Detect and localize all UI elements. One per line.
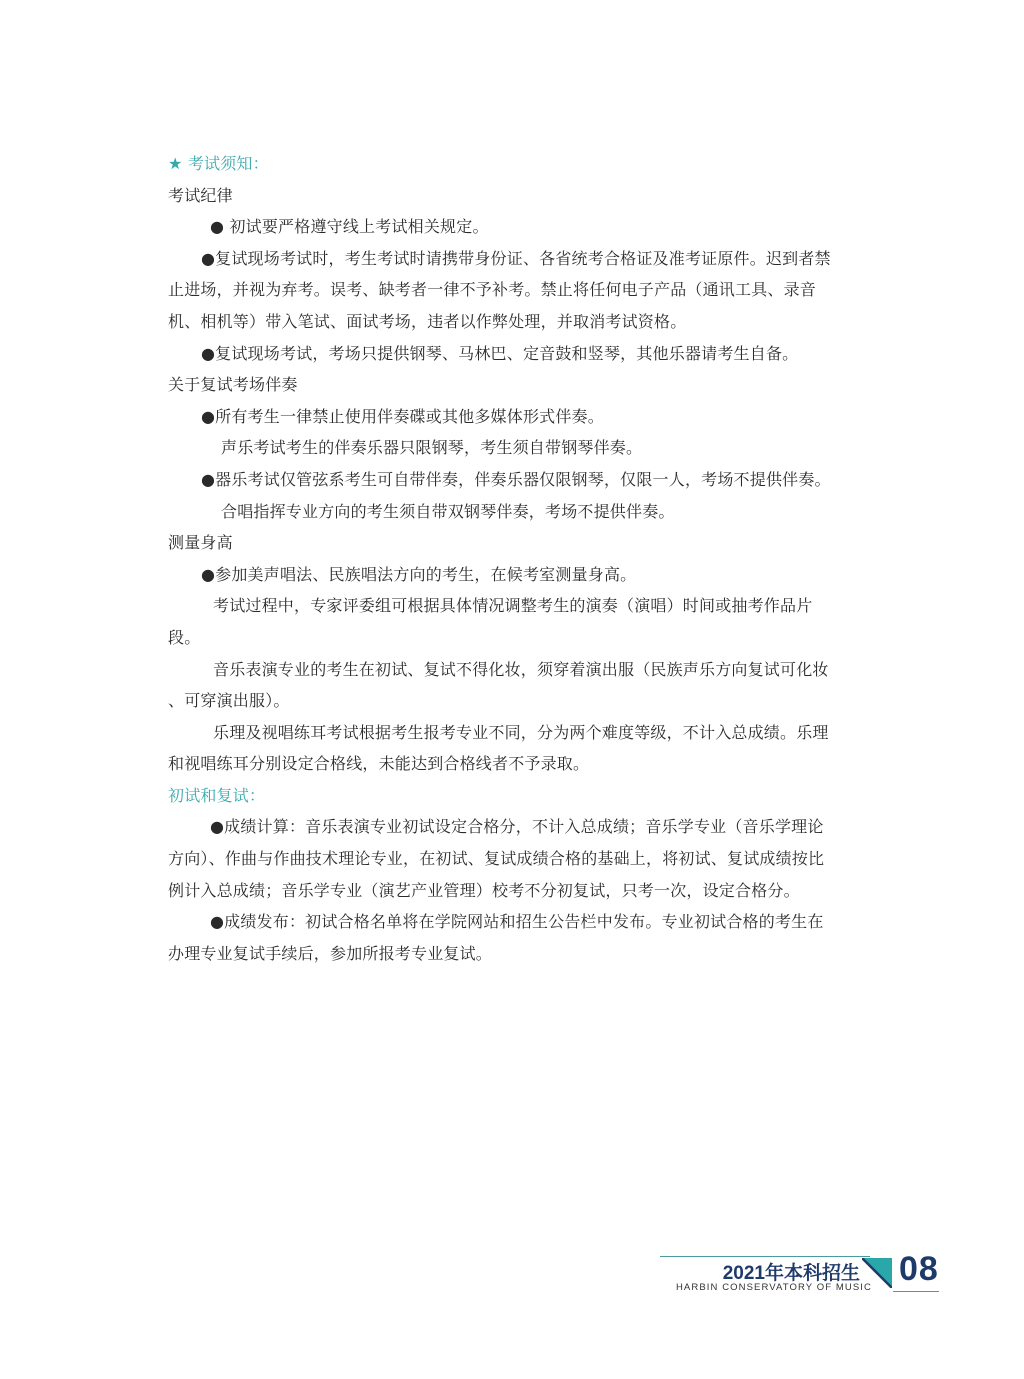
note-paragraph: 乐理及视唱练耳考试根据考生报考专业不同，分为两个难度等级，不计入总成绩。乐理和视唱练耳分别设定合格线，未能达到合格线者不予录取。: [168, 722, 829, 774]
note-paragraph: 音乐表演专业的考生在初试、复试不得化妆，须穿着演出服（民族声乐方向复试可化妆 、可穿演出服）。: [168, 659, 829, 711]
footer-divider-bottom: [893, 1291, 939, 1292]
rounds-item: ●成绩发布：初试合格名单将在学院网站和招生公告栏中发布。专业初试合格的考生在办理专业复试手续后，参加所报考专业复试。: [168, 912, 824, 963]
accompaniment-item: ●器乐考试仅管弦系考生可自带伴奏，伴奏乐器仅限钢琴，仅限一人，考场不提供伴奏。: [201, 469, 831, 489]
page-number: 08: [899, 1250, 939, 1288]
height-item: ●参加美声唱法、民族唱法方向的考生，在候考室测量身高。: [201, 564, 637, 584]
height-heading: 测量身高: [168, 533, 233, 553]
accompaniment-heading: 关于复试考场伴奏: [168, 375, 298, 395]
main-content: [168, 148, 836, 969]
rounds-heading: 初试和复试：: [168, 785, 266, 805]
note-paragraph: 考试过程中，专家评委组可根据具体情况调整考生的演奏（演唱）时间或抽考作品片段。: [168, 596, 813, 647]
rounds-item: ●成绩计算：音乐表演专业初试设定合格分，不计入总成绩；音乐学专业（音乐学理论方向）、作曲与作曲技术理论专业，在初试、复试成绩合格的基础上，将初试、复试成绩按比例计入总成绩；音乐学专业（演艺产业管理）校考不分初复试，只考一次，设定合格分。: [168, 817, 825, 900]
accompaniment-item: 声乐考试考生的伴奏乐器只限钢琴，考生须自带钢琴伴奏。: [221, 438, 643, 458]
footer-title: 2021年本科招生: [722, 1263, 860, 1284]
footer-divider-top: [660, 1256, 870, 1257]
accompaniment-item: ●所有考生一律禁止使用伴奏碟或其他多媒体形式伴奏。: [201, 406, 604, 426]
discipline-item: ●复试现场考试时，考生考试时请携带身份证、各省统考合格证及准考证原件。迟到者禁止进场，并视为弃考。误考、缺考者一律不予补考。禁止将任何电子产品（通讯工具、录音机、相机等）带入笔试、面试考场，违者以作弊处理，并取消考试资格。: [168, 248, 831, 331]
discipline-heading: 考试纪律: [168, 185, 233, 205]
notice-heading: ★ 考试须知：: [168, 154, 269, 173]
footer-corner-mark-icon: [862, 1258, 892, 1288]
discipline-item: ●复试现场考试，考场只提供钢琴、马林巴、定音鼓和竖琴，其他乐器请考生自备。: [201, 343, 799, 363]
accompaniment-item: 合唱指挥专业方向的考生须自带双钢琴伴奏，考场不提供伴奏。: [221, 501, 675, 521]
discipline-item: ● 初试要严格遵守线上考试相关规定。: [210, 217, 489, 237]
footer-subtitle: HARBIN CONSERVATORY OF MUSIC: [675, 1282, 872, 1293]
